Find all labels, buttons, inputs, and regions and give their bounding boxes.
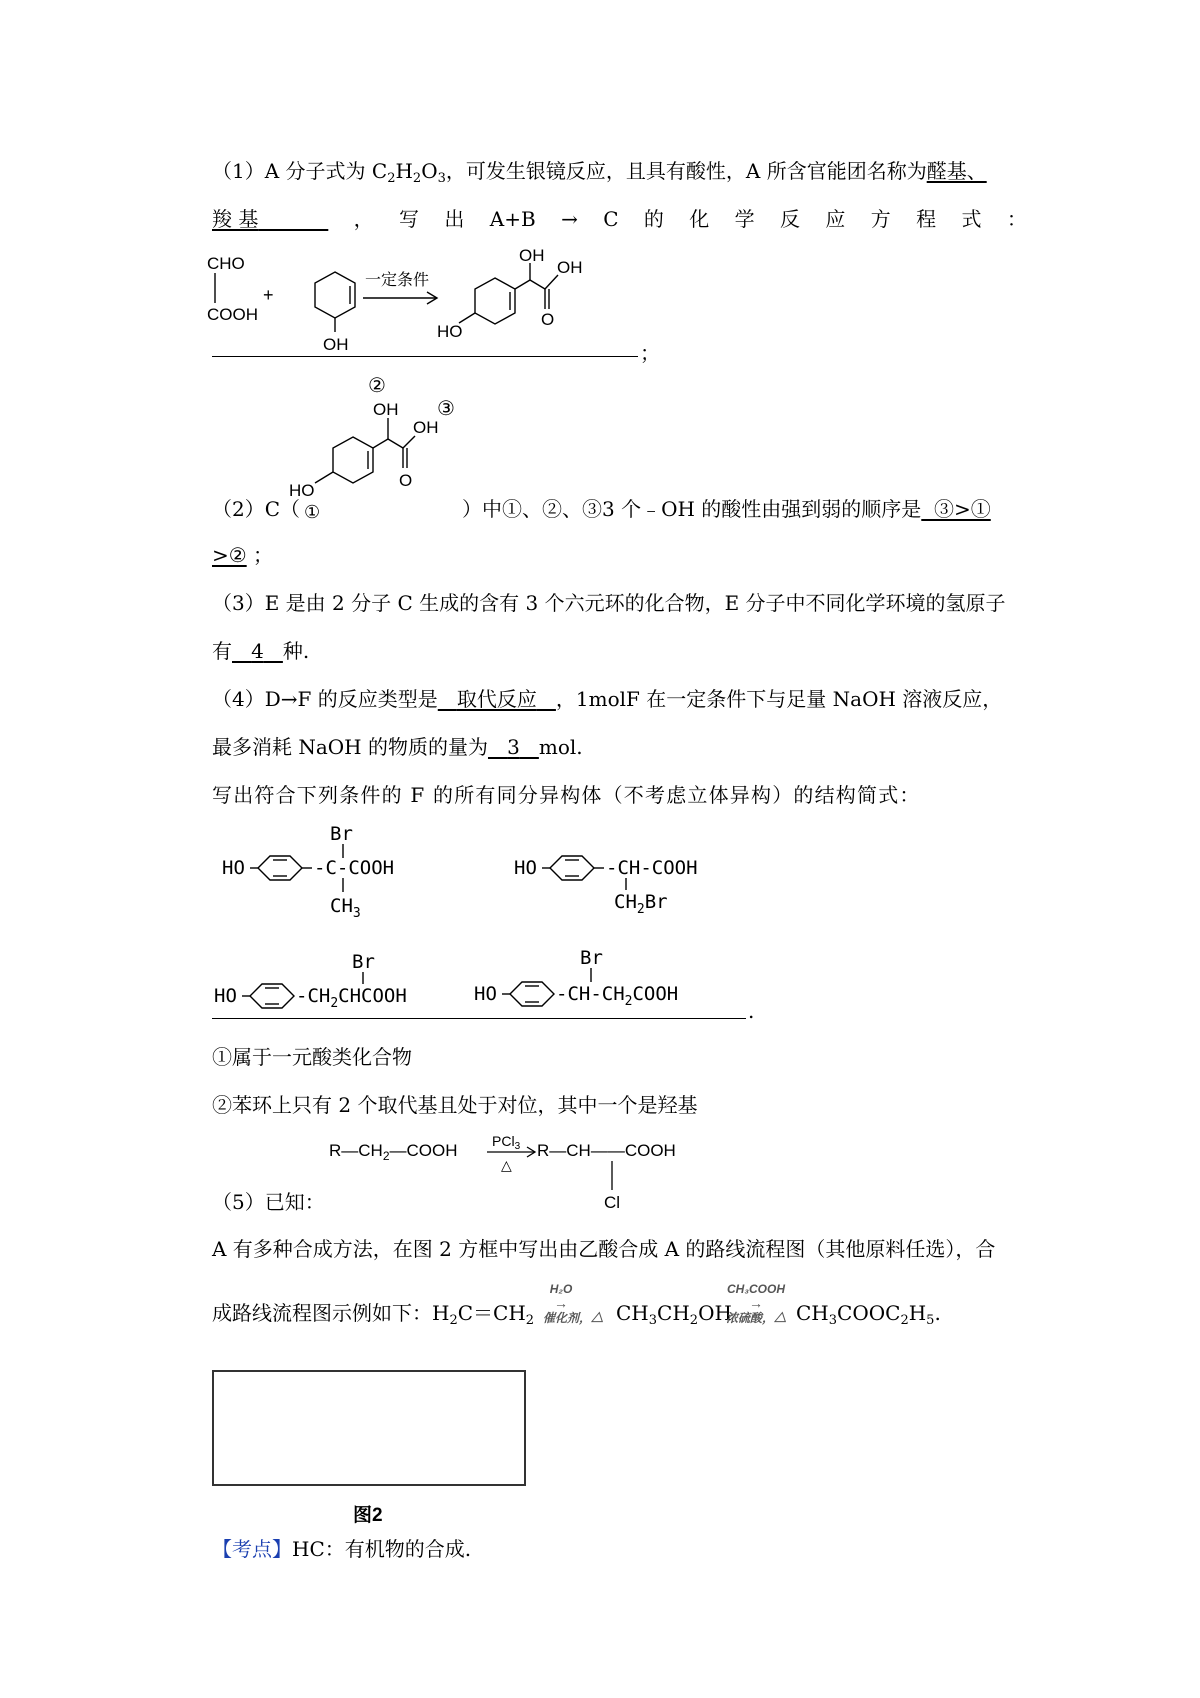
q2-line1: （2）C（ bbox=[212, 497, 301, 521]
isomer-end: . bbox=[748, 999, 755, 1023]
q2-answer1: ③>① bbox=[934, 497, 991, 521]
br-label: Br bbox=[580, 947, 603, 969]
ho-label: HO bbox=[222, 857, 245, 879]
isomer-2 bbox=[510, 820, 730, 920]
phenol-oh-label: OH bbox=[323, 335, 349, 354]
rx-reagent: PCl$_3$ bbox=[492, 1133, 521, 1152]
q3-line1: （3）E 是由 2 分子 C 生成的含有 3 个六元环的化合物，E 分子中不同化学环境的氢原子 bbox=[212, 591, 1006, 615]
chain-label: $-CH-CH_2COOH$ bbox=[556, 983, 679, 1009]
q5-product1: $CH_3CH_2OH$ bbox=[616, 1301, 732, 1328]
figure2-label: 图2 bbox=[353, 1505, 383, 1526]
rx-reactant: $R—CH_2—COOH$ bbox=[329, 1141, 458, 1163]
product-oh-top: OH bbox=[519, 246, 545, 265]
q1-answer-underline bbox=[212, 356, 638, 357]
ch-cooh-label: -CH-COOH bbox=[606, 857, 698, 879]
ch3-label: $CH_3$ bbox=[330, 895, 361, 921]
q5-line2: 成路线流程图示例如下：$H_2C=CH_2$ bbox=[212, 1301, 535, 1328]
q4-line2: 最多消耗 NaOH 的物质的量为 3 mol. bbox=[212, 735, 583, 759]
condition-label: 一定条件 bbox=[365, 272, 430, 289]
isomer-1 bbox=[218, 820, 438, 940]
q5-known: （5）已知： bbox=[212, 1190, 325, 1214]
label-num-3: ③ bbox=[437, 398, 455, 420]
rx-heat: △ bbox=[501, 1157, 512, 1173]
isomer-3 bbox=[210, 950, 460, 1010]
label-num-2: ② bbox=[368, 375, 386, 397]
q1-end: ； bbox=[640, 341, 660, 365]
isomer-4 bbox=[470, 946, 740, 1010]
q3-line2: 有 4 种. bbox=[212, 639, 310, 663]
rx-product: R—CH——COOH bbox=[537, 1141, 676, 1160]
q2-line2: >② ； bbox=[212, 543, 274, 567]
ho-label: HO bbox=[214, 985, 237, 1007]
product-oh-right: OH bbox=[557, 258, 583, 277]
kaodian-text: HC：有机物的合成. bbox=[292, 1537, 472, 1561]
q1-line2: 羧 基 ， 写 出 A+B → C 的 化 学 反 应 方 程 式 ： bbox=[212, 207, 1027, 231]
known-reaction bbox=[325, 1130, 725, 1215]
q5-product2: $CH_3COOC_2H_5$. bbox=[796, 1301, 941, 1328]
figure2-answer-box[interactable] bbox=[212, 1370, 526, 1486]
q2-answer2: >② bbox=[212, 543, 247, 567]
o-label: O bbox=[399, 471, 413, 490]
product-o-label: O bbox=[541, 310, 555, 329]
q4-answer1: 取代反应 bbox=[456, 687, 537, 711]
q2-line1b: ）中①、②、③3 个﹣OH 的酸性由强到弱的顺序是 ③>① bbox=[462, 497, 991, 521]
rx-cl: Cl bbox=[604, 1193, 621, 1212]
q4-cond2: ②苯环上只有 2 个取代基且处于对位，其中一个是羟基 bbox=[212, 1093, 698, 1117]
ch2br-label: $CH_2Br$ bbox=[614, 891, 668, 917]
chain-label: $-CH_2CHCOOH$ bbox=[296, 985, 407, 1010]
step2-arrow: CH₃COOH → 浓硫酸，△ bbox=[725, 1282, 786, 1325]
q1-reaction-scheme bbox=[205, 245, 665, 360]
step1-arrow: H₂O → 催化剂，△ bbox=[542, 1282, 603, 1325]
q4-isomer-prompt: 写出符合下列条件的 F 的所有同分异构体（不考虑立体异构）的结构简式： bbox=[212, 783, 921, 807]
br-label: Br bbox=[330, 823, 353, 845]
q5-line1: A 有多种合成方法，在图 2 方框中写出由乙酸合成 A 的路线流程图（其他原料任选），合 bbox=[212, 1237, 996, 1261]
oh-3-label: OH bbox=[413, 418, 439, 437]
q1-answer-part1: 醛基、 bbox=[926, 159, 987, 183]
q1-answer-part2: 羧 基 bbox=[212, 207, 259, 231]
q4-answer2: 3 bbox=[507, 735, 520, 759]
label-num-1: ① bbox=[304, 502, 321, 522]
q4-line1: （4）D→F 的反应类型是 取代反应 ，1molF 在一定条件下与足量 NaOH 溶液反应， bbox=[212, 687, 1003, 711]
q4-cond1: ①属于一元酸类化合物 bbox=[212, 1045, 412, 1069]
cho-label: CHO bbox=[207, 254, 245, 273]
ho-label: HO bbox=[514, 857, 537, 879]
q2-structure-c bbox=[285, 370, 485, 530]
plus-sign: + bbox=[263, 285, 274, 305]
isomer-answer-underline bbox=[212, 1018, 746, 1019]
br-label: Br bbox=[352, 951, 375, 973]
cooh-label: COOH bbox=[207, 305, 258, 324]
c-cooh-label: -C-COOH bbox=[314, 857, 395, 879]
q3-answer: 4 bbox=[251, 639, 264, 663]
oh-2-label: OH bbox=[373, 400, 399, 419]
kaodian-line bbox=[212, 1536, 471, 1562]
kaodian-tag: 【考点】 bbox=[212, 1537, 292, 1561]
product-ho-label: HO bbox=[437, 322, 463, 341]
q1-line1: （1）A 分子式为 $C_2H_2O_3$，可发生银镜反应，且具有酸性，A 所含官能团名称为醛基、 bbox=[212, 159, 987, 186]
ho-label: HO bbox=[474, 983, 497, 1005]
ho-1-label: HO bbox=[289, 481, 315, 500]
